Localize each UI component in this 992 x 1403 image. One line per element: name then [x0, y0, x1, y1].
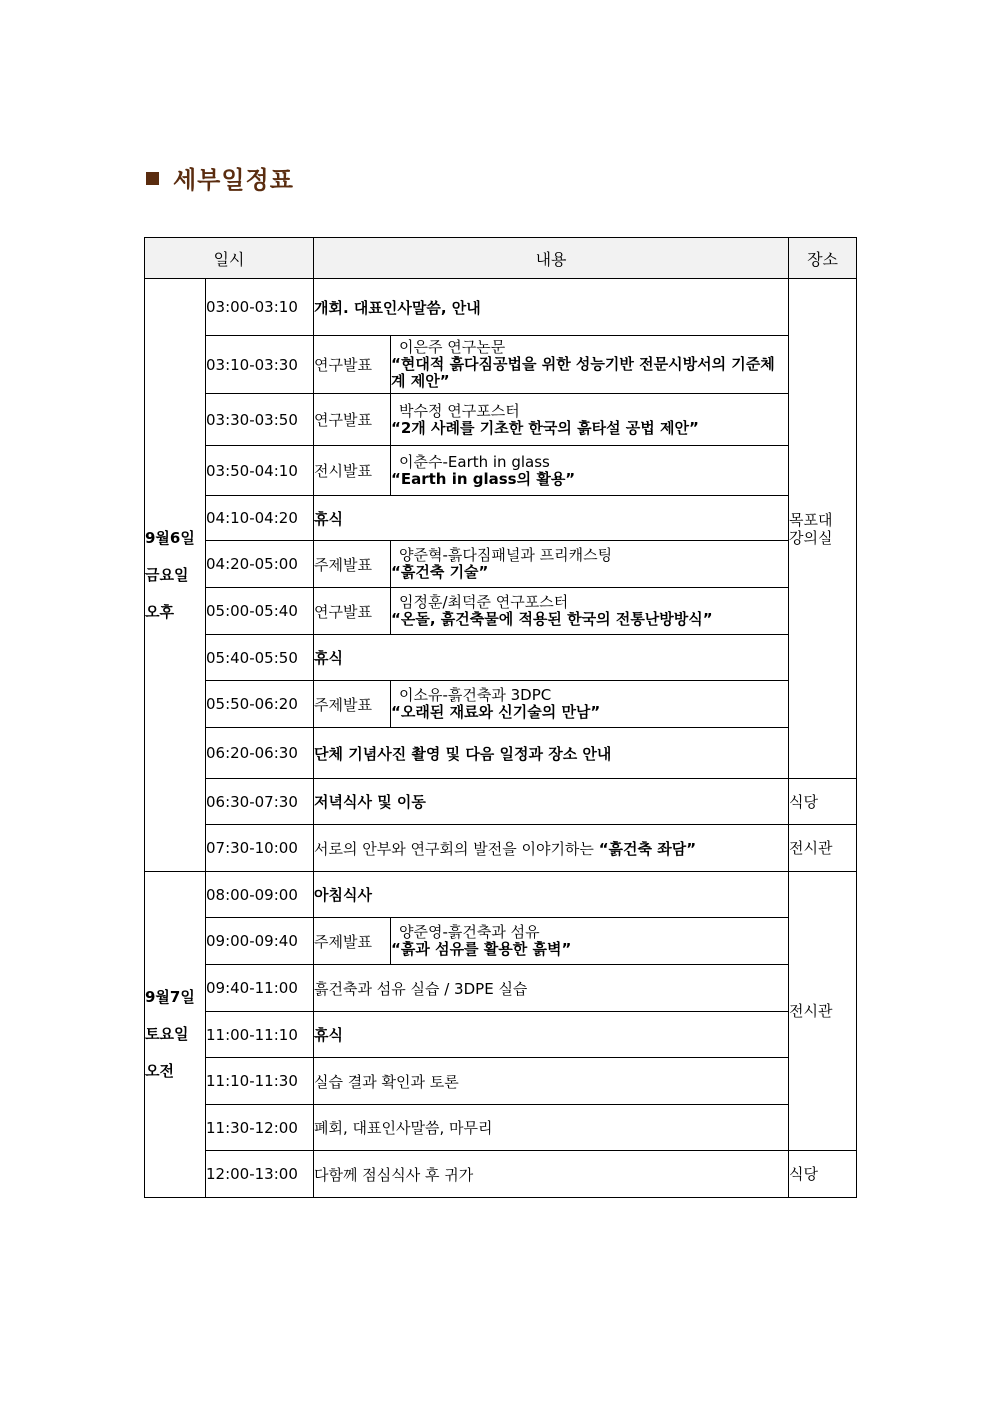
time-cell: 08:00-09:00 — [206, 872, 314, 918]
table-row — [145, 825, 857, 872]
presentation-title: “2개 사례를 기초한 한국의 흙타설 공법 제안” — [391, 418, 699, 437]
table-row — [145, 872, 857, 918]
table-row — [145, 635, 857, 681]
header-datetime: 일시 — [145, 238, 314, 279]
type-cell: 주제발표 — [314, 681, 391, 728]
place-line: 목포대 — [789, 510, 833, 529]
content-cell: 단체 기념사진 촬영 및 다음 일정과 장소 안내 — [314, 728, 789, 779]
table-row — [145, 279, 857, 336]
table-row — [145, 588, 857, 635]
table-row — [145, 1012, 857, 1058]
table-row — [145, 1151, 857, 1198]
table-row — [145, 779, 857, 825]
detail-cell — [391, 541, 789, 588]
type-cell: 연구발표 — [314, 588, 391, 635]
day1-weekday: 금요일 — [145, 565, 189, 584]
time-cell: 05:40-05:50 — [206, 635, 314, 681]
presentation-title: “현대적 흙다짐공법을 위한 성능기반 전문시방서의 기준체계 제안” — [391, 355, 775, 390]
place-lecture-room — [789, 279, 857, 779]
table-row — [145, 918, 857, 965]
time-cell: 03:30-03:50 — [206, 394, 314, 446]
detail-cell — [391, 446, 789, 496]
detail-cell — [391, 918, 789, 965]
type-cell: 전시발표 — [314, 446, 391, 496]
content-bold: “흙건축 좌담” — [598, 839, 697, 858]
time-cell: 07:30-10:00 — [206, 825, 314, 872]
content-cell: 휴식 — [314, 1012, 789, 1058]
time-cell: 11:10-11:30 — [206, 1058, 314, 1105]
time-cell: 05:50-06:20 — [206, 681, 314, 728]
type-cell: 연구발표 — [314, 394, 391, 446]
time-cell: 03:50-04:10 — [206, 446, 314, 496]
presentation-title: “Earth in glass의 활용” — [391, 469, 576, 488]
content-cell: 휴식 — [314, 635, 789, 681]
time-cell: 05:00-05:40 — [206, 588, 314, 635]
place-exhibition: 전시관 — [789, 825, 857, 872]
day2-date: 9월7일 — [145, 988, 195, 1006]
presenter: 임정훈/최덕준 연구포스터 — [399, 593, 569, 611]
time-cell: 11:00-11:10 — [206, 1012, 314, 1058]
table-row — [145, 728, 857, 779]
day1-period: 오후 — [145, 602, 174, 621]
place-line: 강의실 — [789, 528, 833, 547]
header-row — [145, 238, 857, 279]
content-cell: 흙건축과 섬유 실습 / 3DPE 실습 — [314, 965, 789, 1012]
section-heading — [146, 160, 294, 194]
presenter: 양준혁-흙다짐패널과 프리캐스팅 — [399, 546, 613, 564]
time-cell: 03:00-03:10 — [206, 279, 314, 336]
type-cell: 주제발표 — [314, 541, 391, 588]
presentation-title: “흙과 섬유를 활용한 흙벽” — [391, 940, 572, 958]
time-cell: 04:20-05:00 — [206, 541, 314, 588]
day1-date: 9월6일 — [145, 528, 195, 547]
time-cell: 06:30-07:30 — [206, 779, 314, 825]
header-place: 장소 — [789, 238, 857, 279]
time-cell: 09:40-11:00 — [206, 965, 314, 1012]
square-bullet-icon — [146, 172, 159, 185]
time-cell: 03:10-03:30 — [206, 336, 314, 394]
content-cell: 저녁식사 및 이동 — [314, 779, 789, 825]
table-row — [145, 681, 857, 728]
day2-label — [145, 872, 206, 1198]
content-cell — [314, 825, 789, 872]
time-cell: 09:00-09:40 — [206, 918, 314, 965]
table-row — [145, 1105, 857, 1151]
time-cell: 12:00-13:00 — [206, 1151, 314, 1198]
presentation-title: “흙건축 기술” — [391, 563, 489, 581]
day2-weekday: 토요일 — [145, 1025, 189, 1043]
detail-cell — [391, 588, 789, 635]
type-cell: 연구발표 — [314, 336, 391, 394]
content-cell: 폐회, 대표인사말씀, 마무리 — [314, 1105, 789, 1151]
time-cell: 11:30-12:00 — [206, 1105, 314, 1151]
table-row — [145, 496, 857, 541]
type-cell: 주제발표 — [314, 918, 391, 965]
content-cell: 개회. 대표인사말씀, 안내 — [314, 279, 789, 336]
time-cell: 06:20-06:30 — [206, 728, 314, 779]
content-cell: 휴식 — [314, 496, 789, 541]
table-row — [145, 446, 857, 496]
presenter: 이춘수-Earth in glass — [399, 452, 550, 471]
presenter: 박수정 연구포스터 — [399, 401, 520, 420]
day1-label — [145, 279, 206, 872]
presentation-title: “오래된 재료와 신기술의 만남” — [391, 703, 601, 721]
table-row — [145, 965, 857, 1012]
time-cell: 04:10-04:20 — [206, 496, 314, 541]
table-row — [145, 336, 857, 394]
table-row — [145, 1058, 857, 1105]
day2-period: 오전 — [145, 1062, 174, 1080]
detail-cell — [391, 394, 789, 446]
content-plain: 서로의 안부와 연구회의 발전을 이야기하는 — [314, 839, 599, 858]
place-exhibition: 전시관 — [789, 872, 857, 1151]
content-cell: 다함께 점심식사 후 귀가 — [314, 1151, 789, 1198]
page-title: 세부일정표 — [173, 165, 294, 194]
header-content: 내용 — [314, 238, 789, 279]
content-cell: 실습 결과 확인과 토론 — [314, 1058, 789, 1105]
detail-cell — [391, 336, 789, 394]
place-dinner: 식당 — [789, 779, 857, 825]
presenter: 이은주 연구논문 — [399, 338, 506, 356]
place-lunch: 식당 — [789, 1151, 857, 1198]
table-row — [145, 541, 857, 588]
content-cell: 아침식사 — [314, 872, 789, 918]
schedule-table — [144, 237, 857, 1198]
table-row — [145, 394, 857, 446]
presenter: 양준영-흙건축과 섬유 — [399, 923, 540, 941]
presentation-title: “온돌, 흙건축물에 적용된 한국의 전통난방방식” — [391, 610, 713, 628]
detail-cell — [391, 681, 789, 728]
presenter: 이소유-흙건축과 3DPC — [399, 686, 552, 704]
